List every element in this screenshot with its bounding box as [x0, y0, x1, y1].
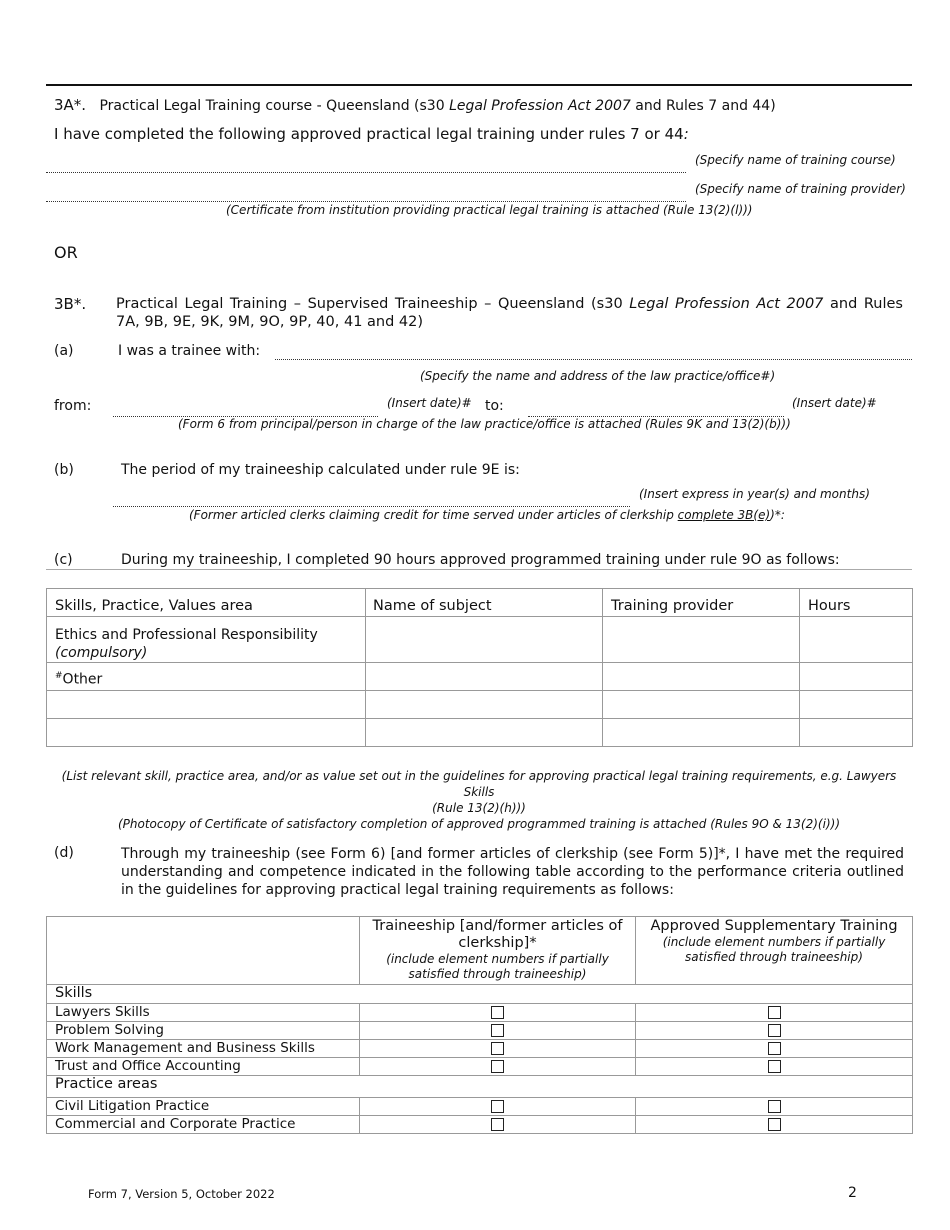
table-row — [47, 1098, 913, 1116]
item-b-letter: (b) — [54, 462, 74, 478]
commercial-corporate-traineeship-checkbox[interactable] — [491, 1118, 504, 1131]
trainee-with-label: I was a trainee with: — [118, 343, 261, 359]
training-provider-hint: (Specify name of training provider) — [695, 182, 906, 196]
table-row — [47, 1116, 913, 1134]
trust-accounting-supplementary-checkbox[interactable] — [768, 1060, 781, 1073]
footer-page-number: 2 — [848, 1185, 857, 1201]
traineeship-check-cell — [360, 1058, 636, 1076]
header-training-provider: Training provider — [603, 589, 800, 617]
table-row — [47, 1058, 913, 1076]
supplementary-check-cell — [636, 1040, 913, 1058]
header-skills-area: Skills, Practice, Values area — [47, 589, 366, 617]
skill-work-management: Work Management and Business Skills — [47, 1040, 360, 1058]
lawyers-skills-traineeship-checkbox[interactable] — [491, 1006, 504, 1019]
traineeship-period-label: The period of my traineeship calculated under rule 9E is: — [121, 462, 520, 478]
item-c-rule — [46, 569, 912, 570]
subject-cell[interactable] — [366, 719, 603, 747]
subject-cell[interactable] — [366, 663, 603, 691]
civil-litigation-traineeship-checkbox[interactable] — [491, 1100, 504, 1113]
header-name-of-subject: Name of subject — [366, 589, 603, 617]
section-3b-heading-line2: 7A, 9B, 9E, 9K, 9M, 9O, 9P, 40, 41 and 42) — [116, 314, 424, 330]
skill-trust-accounting: Trust and Office Accounting — [47, 1058, 360, 1076]
law-practice-hint: (Specify the name and address of the law practice/office#) — [420, 369, 776, 383]
provider-cell[interactable] — [603, 663, 800, 691]
skill-problem-solving: Problem Solving — [47, 1022, 360, 1040]
ethics-label: Ethics and Professional Responsibility — [55, 627, 318, 643]
subject-cell[interactable] — [366, 691, 603, 719]
skills-group-label: Skills — [47, 985, 913, 1004]
from-label: from: — [54, 398, 92, 414]
table-row — [47, 1040, 913, 1058]
table-row — [47, 663, 913, 691]
section-3a-number: 3A*. — [54, 96, 87, 114]
trust-accounting-traineeship-checkbox[interactable] — [491, 1060, 504, 1073]
civil-litigation-supplementary-checkbox[interactable] — [768, 1100, 781, 1113]
ethics-cell — [47, 617, 366, 663]
other-label: Other — [62, 671, 103, 688]
header-hours: Hours — [800, 589, 913, 617]
table-row — [47, 1004, 913, 1022]
item-d-text: Through my traineeship (see Form 6) [and former articles of clerkship (see Form 5)]*, I have met the required understanding and competence indicated in the following table according to the performance criteria outlined in the guidelines for approving practical legal training requirements as follows: — [121, 846, 904, 898]
competence-table — [46, 916, 913, 1134]
problem-solving-supplementary-checkbox[interactable] — [768, 1024, 781, 1037]
table-row — [47, 691, 913, 719]
training-course-field[interactable] — [46, 172, 686, 173]
work-management-supplementary-checkbox[interactable] — [768, 1042, 781, 1055]
hours-cell[interactable] — [800, 663, 913, 691]
traineeship-check-cell — [360, 1040, 636, 1058]
hours-cell[interactable] — [800, 691, 913, 719]
provider-cell[interactable] — [603, 719, 800, 747]
supplementary-check-cell — [636, 1004, 913, 1022]
skill-lawyers-skills: Lawyers Skills — [47, 1004, 360, 1022]
section-3a-statement: I have completed the following approved practical legal training under rules 7 or 44: — [54, 125, 689, 143]
section-top-rule — [46, 84, 912, 86]
section-3a-heading: 3A*. Practical Legal Training course - Queensland (s30 Legal Profession Act 2007 and Rules 7 and 44) — [54, 96, 776, 114]
law-practice-field[interactable] — [275, 359, 912, 360]
traineeship-period-hint: (Insert express in year(s) and months) — [639, 487, 870, 501]
traineeship-check-cell — [360, 1116, 636, 1134]
training-course-hint: (Specify name of training course) — [695, 153, 896, 167]
table-header-row — [47, 589, 913, 617]
list-relevant-note: (List relevant skill, practice area, and/or as value set out in the guidelines for approving practical legal training requirements, e.g. Lawyers Skills (Rule 13(2)(h))) (Photocopy of Certificate of satisfactory completion of approved programmed training is attached (Rules 9O & 13(2)(i))) — [46, 768, 912, 832]
from-date-hint: (Insert date)# — [387, 396, 472, 410]
section-3b-heading: Practical Legal Training – Supervised Traineeship – Queensland (s30 Legal Profession Act 2007 and Rules — [116, 296, 903, 312]
item-c-letter: (c) — [54, 552, 73, 568]
form6-note: (Form 6 from principal/person in charge of the law practice/office is attached (Rules 9K and 13(2)(b))) — [178, 417, 791, 431]
work-management-traineeship-checkbox[interactable] — [491, 1042, 504, 1055]
certificate-note: (Certificate from institution providing practical legal training is attached (Rule 13(2)(l))) — [226, 203, 753, 217]
lawyers-skills-supplementary-checkbox[interactable] — [768, 1006, 781, 1019]
other-cell — [47, 663, 366, 691]
table-row — [47, 617, 913, 663]
item-a-letter: (a) — [54, 343, 74, 359]
table-row — [47, 1022, 913, 1040]
supplementary-check-cell — [636, 1058, 913, 1076]
practice-commercial-corporate: Commercial and Corporate Practice — [47, 1116, 360, 1134]
or-label: OR — [54, 243, 78, 262]
provider-cell[interactable] — [603, 617, 800, 663]
programmed-training-label: During my traineeship, I completed 90 hours approved programmed training under rule 9O as follows: — [121, 552, 840, 568]
practice-group-row — [47, 1076, 913, 1098]
area-cell[interactable] — [47, 691, 366, 719]
supplementary-check-cell — [636, 1022, 913, 1040]
section-3b-number: 3B*. — [54, 295, 87, 313]
supplementary-check-cell — [636, 1116, 913, 1134]
hours-cell[interactable] — [800, 617, 913, 663]
traineeship-period-field[interactable] — [113, 506, 630, 507]
supplementary-header: Approved Supplementary Training (include element numbers if partially satisfied through traineeship) — [636, 917, 913, 985]
provider-cell[interactable] — [603, 691, 800, 719]
skills-group-row — [47, 985, 913, 1004]
programmed-training-table — [46, 588, 913, 747]
blank-header-cell — [47, 917, 360, 985]
to-date-hint: (Insert date)# — [792, 396, 877, 410]
item-d-letter: (d) — [54, 845, 74, 861]
photocopy-note: (Photocopy of Certificate of satisfactory completion of approved programmed training is attached (Rules 9O & 13(2)(i))) — [117, 817, 840, 831]
subject-cell[interactable] — [366, 617, 603, 663]
commercial-corporate-supplementary-checkbox[interactable] — [768, 1118, 781, 1131]
supplementary-check-cell — [636, 1098, 913, 1116]
other-mark: # — [55, 671, 63, 681]
to-label: to: — [485, 398, 504, 414]
traineeship-check-cell — [360, 1004, 636, 1022]
hours-cell[interactable] — [800, 719, 913, 747]
practice-group-label: Practice areas — [47, 1076, 913, 1098]
area-cell[interactable] — [47, 719, 366, 747]
traineeship-header: Traineeship [and/former articles of clerkship]* (include element numbers if partially satisfied through traineeship) — [360, 917, 636, 985]
table-row — [47, 719, 913, 747]
articled-clerks-note: (Former articled clerks claiming credit for time served under articles of clerkship complete 3B(e))*: — [189, 508, 785, 522]
training-provider-field[interactable] — [46, 201, 686, 202]
competence-header-row — [47, 917, 913, 985]
complete-3b-e-link[interactable]: complete 3B(e) — [677, 508, 771, 522]
compulsory-label: (compulsory) — [55, 645, 148, 661]
footer-form-version: Form 7, Version 5, October 2022 — [88, 1187, 275, 1201]
traineeship-check-cell — [360, 1022, 636, 1040]
practice-civil-litigation: Civil Litigation Practice — [47, 1098, 360, 1116]
traineeship-check-cell — [360, 1098, 636, 1116]
problem-solving-traineeship-checkbox[interactable] — [491, 1024, 504, 1037]
